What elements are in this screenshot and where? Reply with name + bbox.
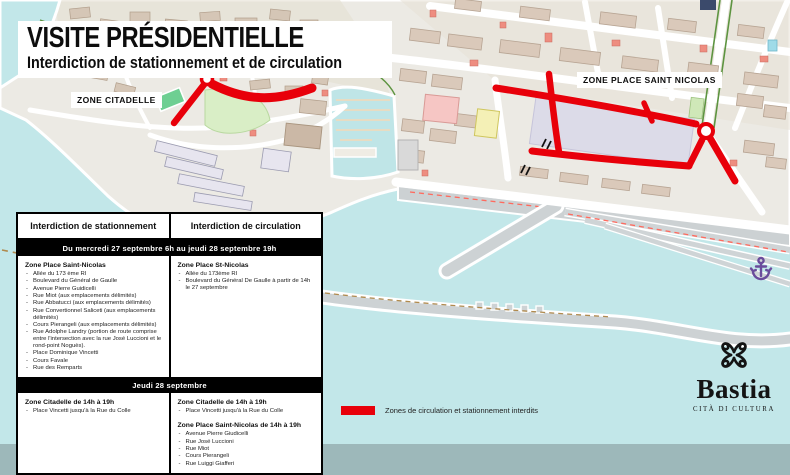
cell-stationnement-period2 (18, 393, 169, 473)
table-header-row (18, 214, 321, 240)
list-item: - Rue José Luccioni (178, 439, 316, 446)
list-item: - Rue Miot (178, 446, 316, 453)
list-item: - Avenue Pierre Giudicelli (178, 431, 316, 438)
zone-title: Zone Place Saint-Nicolas de 14h à 19h (177, 422, 302, 430)
bastia-logo (686, 336, 782, 413)
street-list (25, 271, 163, 372)
restrictions-table (16, 212, 323, 475)
list-item: - Rue Luiggi Giafferi (178, 461, 316, 468)
street-list (25, 408, 163, 415)
street-list (178, 431, 316, 467)
roundabout-noguès (699, 124, 713, 138)
zone-block (25, 262, 163, 372)
list-item: - Boulevard du Général de Gaulle (25, 278, 163, 285)
list-item: - Rue Adolphe Landry (portion de route comprise entre l'intersection avec la rue José Luccioni et le rond-point Noguès). (25, 329, 163, 350)
list-item: - Cours Pierangeli (aux emplacements délimités) (25, 322, 163, 329)
zone-label-place-saint-nicolas: ZONE PLACE SAINT NICOLAS (577, 72, 722, 88)
restricted-zone-swatch (341, 406, 375, 415)
street-list (178, 271, 316, 292)
list-item: - Place Vincetti jusqu'à la Rue du Colle (25, 408, 163, 415)
period-bar-2: Jeudi 28 septembre (18, 377, 321, 393)
list-item: - Cours Favale (25, 358, 163, 365)
bastia-ornament-icon (715, 336, 753, 374)
list-item: - Avenue Pierre Guidicelli (25, 286, 163, 293)
list-item: - Rue Abbatucci (aux emplacements délimités) (25, 300, 163, 307)
cell-circulation-period1 (169, 256, 322, 377)
cell-circulation-period2 (169, 393, 322, 473)
list-item: - Place Vincetti jusqu'à la Rue du Colle (178, 408, 316, 415)
table-row (18, 393, 321, 473)
list-item: - Boulevard du Général De Gaulle à partir de 14h le 27 septembre (178, 278, 316, 292)
zone-title: Zone Place Saint-Nicolas (25, 262, 106, 269)
legend-label: Zones de circulation et stationnement interdits (385, 406, 538, 415)
legend (341, 406, 538, 415)
zone-title: Zone Citadelle de 14h à 19h (177, 399, 267, 407)
zone-block (178, 422, 316, 467)
list-item: - Place Dominique Vincetti (25, 350, 163, 357)
list-item: - Rue des Remparts (25, 365, 163, 372)
list-item: - Rue Convertionnel Saliceti (aux emplacements délimités) (25, 308, 163, 322)
zone-block (178, 399, 316, 415)
zone-label-citadelle: ZONE CITADELLE (71, 92, 162, 108)
zone-title: Zone Place St-Nicolas (177, 262, 249, 269)
list-item: - Allée du 173ème RI (178, 271, 316, 278)
street-list (178, 408, 316, 415)
column-header-circulation: Interdiction de circulation (169, 214, 322, 238)
list-item: - Allée du 173 ème RI (25, 271, 163, 278)
page-title: VISITE PRÉSIDENTIELLE (27, 22, 304, 54)
zone-block (25, 399, 163, 415)
logo-name: Bastia (696, 374, 772, 404)
period-bar-1: Du mercredi 27 septembre 6h au jeudi 28 septembre 19h (18, 240, 321, 256)
page-subtitle: Interdiction de stationnement et de circulation (27, 53, 343, 72)
title-card (18, 21, 392, 78)
table-row (18, 256, 321, 377)
logo-tagline: CITÀ DI CULTURA (693, 406, 775, 413)
zone-block (178, 262, 316, 292)
list-item: - Rue Miot (aux emplacements délimités) (25, 293, 163, 300)
column-header-stationnement: Interdiction de stationnement (30, 221, 157, 231)
zone-title: Zone Citadelle de 14h à 19h (25, 399, 115, 407)
cell-stationnement-period1 (18, 256, 169, 377)
list-item: - Cours Pierangeli (178, 453, 316, 460)
